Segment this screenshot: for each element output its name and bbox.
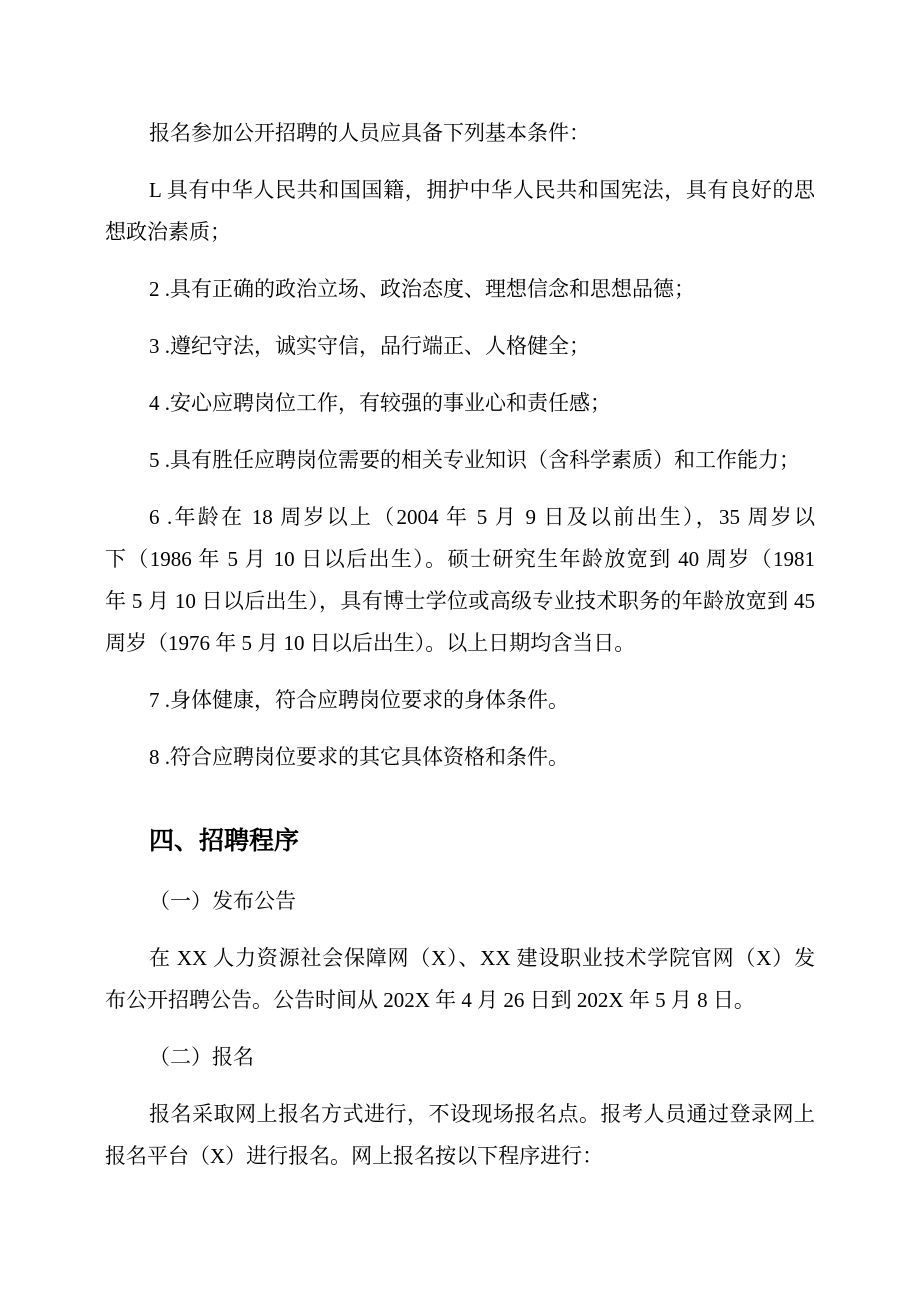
- paragraph: [105, 169, 815, 253]
- document-content: [105, 0, 815, 1192]
- paragraph-line: 5 .具有胜任应聘岗位需要的相关专业知识（含科学素质）和工作能力；: [149, 448, 800, 472]
- paragraph-line: 想政治素质；: [105, 220, 231, 244]
- paragraph: [105, 1093, 815, 1177]
- paragraph-line: 周岁（1976 年 5 月 10 日以后出生）。以上日期均含当日。: [105, 631, 636, 655]
- paragraph-line: （一）发布公告: [149, 889, 296, 913]
- paragraph-line: （二）报名: [149, 1045, 254, 1069]
- paragraph: [105, 382, 815, 424]
- paragraph-line: 报名参加公开招聘的人员应具备下列基本条件：: [149, 121, 590, 145]
- paragraph: [105, 496, 815, 664]
- paragraph: [105, 325, 815, 367]
- paragraph: [105, 112, 815, 154]
- paragraph: [105, 880, 815, 922]
- paragraph-line: 在 XX 人力资源社会保障网（X）、XX 建设职业技术学院官网（X）发: [149, 946, 815, 970]
- paragraph-line: 年 5 月 10 日以后出生），具有博士学位或高级专业技术职务的年龄放宽到 45: [105, 589, 815, 613]
- paragraph: [105, 439, 815, 481]
- paragraph: [105, 268, 815, 310]
- paragraph-line: 下（1986 年 5 月 10 日以后出生）。硕士研究生年龄放宽到 40 周岁（1981: [105, 547, 815, 571]
- paragraph-line: 6 .年龄在 18 周岁以上（2004 年 5 月 9 日及以前出生），35 周岁以: [149, 505, 815, 529]
- paragraph-line: 4 .安心应聘岗位工作，有较强的事业心和责任感；: [149, 391, 611, 415]
- paragraph-line: 报名平台（X）进行报名。网上报名按以下程序进行：: [105, 1144, 604, 1168]
- paragraph-line: 3 .遵纪守法，诚实守信，品行端正、人格健全；: [149, 334, 590, 358]
- paragraph-line: 2 .具有正确的政治立场、政治态度、理想信念和思想品德；: [149, 277, 695, 301]
- paragraph-line: 布公开招聘公告。公告时间从 202X 年 4 月 26 日到 202X 年 5 月 8 日。: [105, 988, 755, 1012]
- paragraph-line: L 具有中华人民共和国国籍，拥护中华人民共和国宪法，具有良好的思: [149, 178, 815, 202]
- paragraph: [105, 736, 815, 778]
- paragraph: [105, 679, 815, 721]
- paragraph-line: 8 .符合应聘岗位要求的其它具体资格和条件。: [149, 745, 569, 769]
- section-heading: 四、招聘程序: [149, 827, 300, 855]
- paragraph: [105, 937, 815, 1021]
- paragraph-line: 报名采取网上报名方式进行，不设现场报名点。报考人员通过登录网上: [149, 1102, 815, 1126]
- paragraph-line: 7 .身体健康，符合应聘岗位要求的身体条件。: [149, 688, 569, 712]
- paragraph: [105, 817, 815, 865]
- paragraph: [105, 1036, 815, 1078]
